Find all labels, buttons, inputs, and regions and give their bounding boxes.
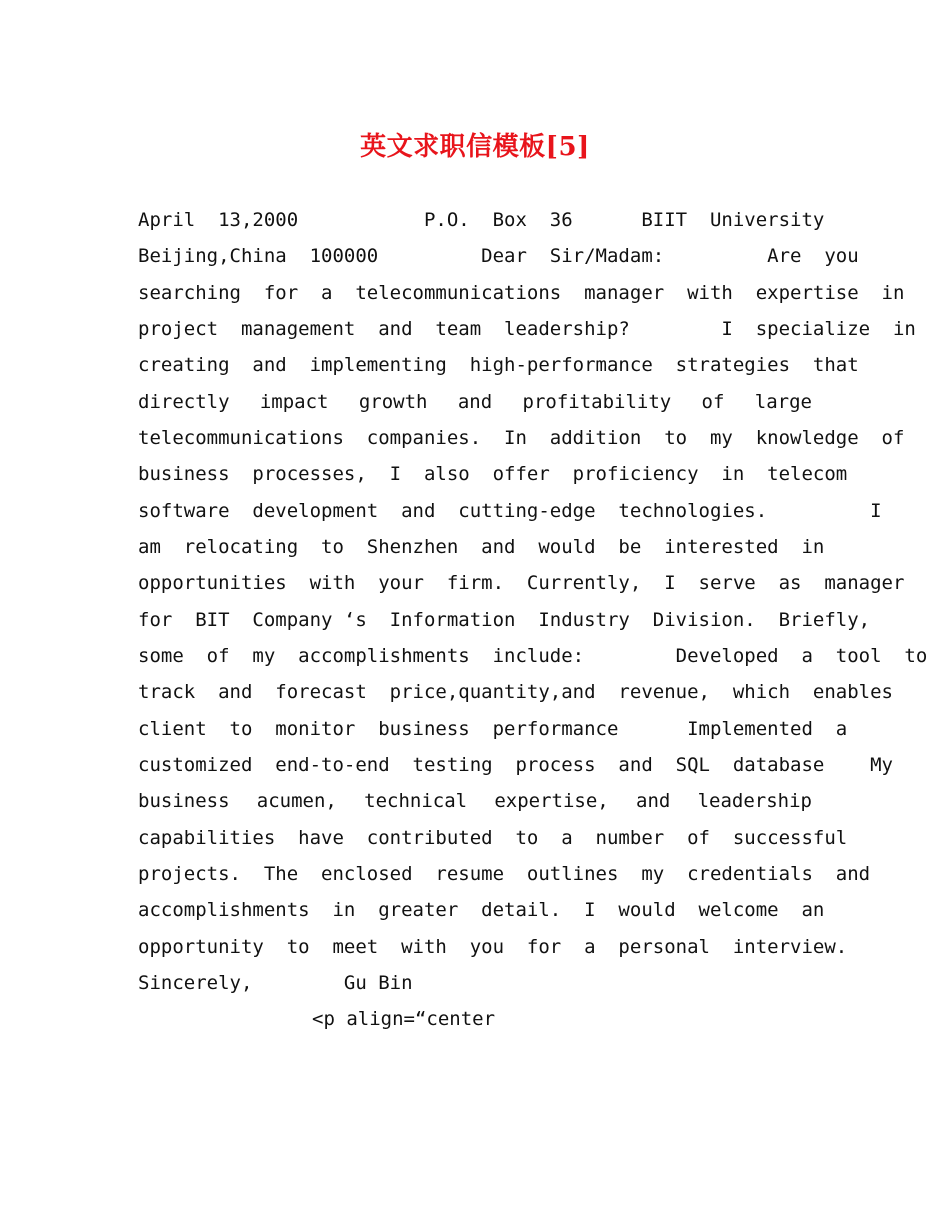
letter-line-5: creating and implementing high-performance strategies that: [138, 354, 859, 376]
trailing-html-fragment: <p align=“center: [312, 1008, 496, 1030]
letter-line-6: directly impact growth and profitability of large: [138, 391, 812, 413]
letter-line-7: telecommunications companies. In addition to my knowledge of: [138, 427, 905, 449]
letter-line-2: Beijing,China 100000 Dear Sir/Madam: Are you: [138, 245, 859, 267]
letter-line-20: accomplishments in greater detail. I would welcome an: [138, 899, 825, 921]
letter-line-17: business acumen, technical expertise, and leadership: [138, 790, 812, 812]
letter-line-3: searching for a telecommunications manager with expertise in: [138, 282, 905, 304]
letter-line-19: projects. The enclosed resume outlines my credentials and: [138, 863, 871, 885]
letter-line-16: customized end-to-end testing process and SQL database My: [138, 754, 893, 776]
letter-line-13: some of my accomplishments include: Developed a tool to: [138, 645, 928, 667]
letter-line-10: am relocating to Shenzhen and would be interested in: [138, 536, 825, 558]
letter-line-12: for BIT Company ‘s Information Industry Division. Briefly,: [138, 609, 871, 631]
letter-closing: Sincerely, Gu Bin: [138, 972, 413, 994]
letter-line-21: opportunity to meet with you for a personal interview.: [138, 936, 848, 958]
letter-line-18: capabilities have contributed to a number of successful: [138, 827, 848, 849]
letter-line-8: business processes, I also offer proficiency in telecom: [138, 463, 848, 485]
letter-line-14: track and forecast price,quantity,and revenue, which enables: [138, 681, 893, 703]
document-title: 英文求职信模板[5]: [360, 132, 590, 162]
letter-line-11: opportunities with your firm. Currently, I serve as manager: [138, 572, 905, 594]
letter-line-9: software development and cutting-edge technologies. I: [138, 500, 882, 522]
letter-line-1: April 13,2000 P.O. Box 36 BIIT University: [138, 209, 825, 231]
letter-line-4: project management and team leadership? I specialize in: [138, 318, 916, 340]
letter-line-15: client to monitor business performance Implemented a: [138, 718, 848, 740]
